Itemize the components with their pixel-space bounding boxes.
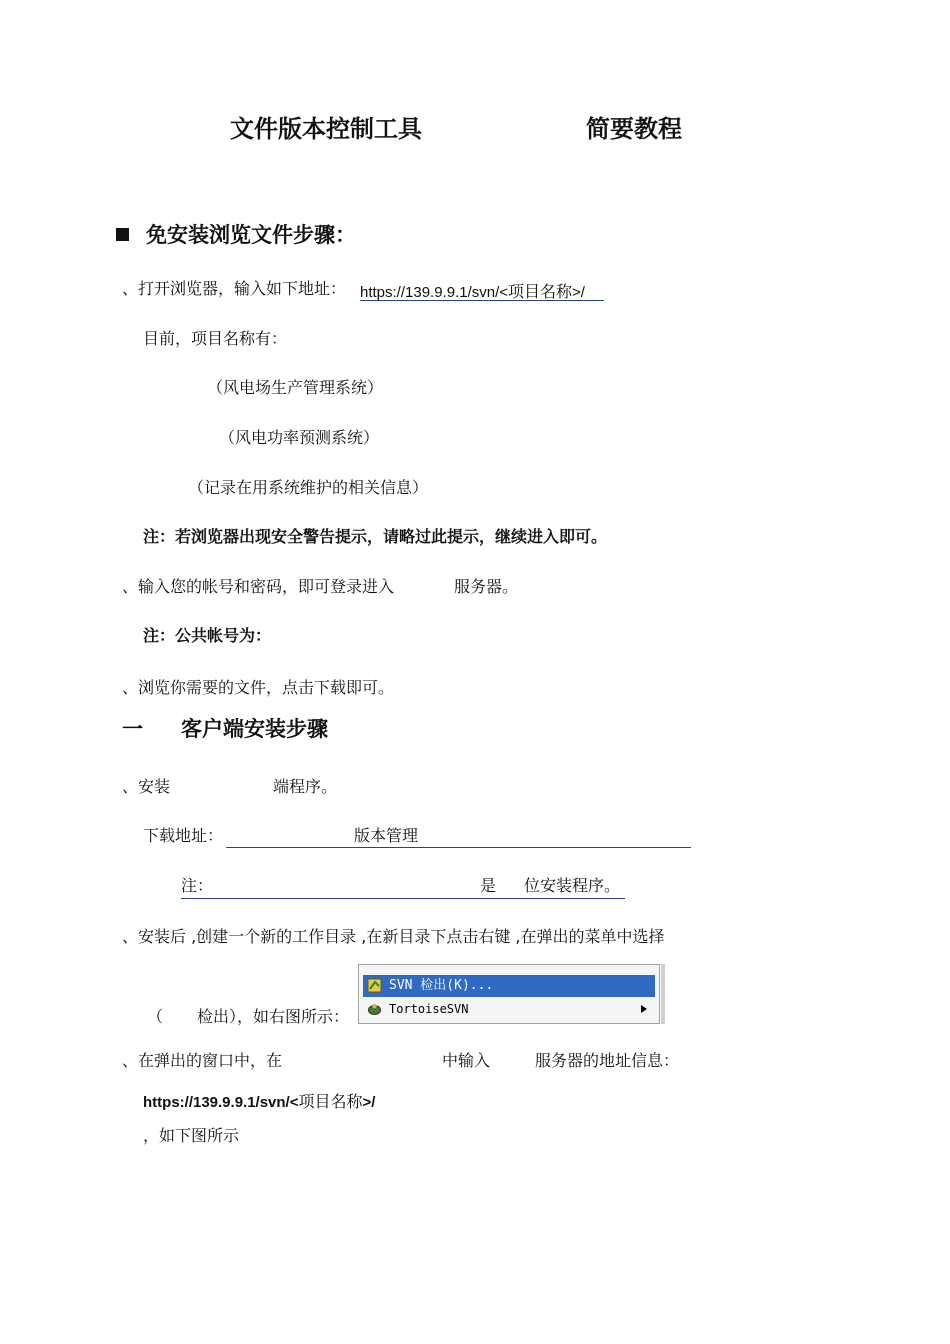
public-account-note: 注：公共帐号为： — [143, 626, 272, 645]
install-note-label: 注： — [181, 876, 214, 895]
section2-step3-b: 中输入 — [442, 1051, 491, 1070]
project-item-1: （风电场生产管理系统） — [207, 378, 384, 397]
section2-step2-paren: （ — [147, 1007, 164, 1026]
context-menu-image — [358, 964, 660, 1024]
section1-step3: 、浏览你需要的文件，点击下载即可。 — [122, 678, 395, 697]
install-note-underline — [181, 898, 625, 899]
projects-intro: 目前，项目名称有： — [143, 329, 288, 348]
section1-step2-a: 、输入您的帐号和密码，即可登录进入 — [122, 577, 395, 596]
square-bullet-icon — [116, 228, 129, 241]
download-link-underline — [226, 847, 691, 848]
url2-part-b: 项目名称 — [298, 1094, 363, 1111]
section2-step2-b: 检出），如右图所示： — [197, 1007, 350, 1026]
svn-checkout-icon — [367, 978, 382, 993]
doc-title-left: 文件版本控制工具 — [230, 115, 422, 143]
url2-part-c: >/ — [362, 1094, 376, 1111]
project-item-2: （风电功率预测系统） — [219, 428, 380, 447]
url-part-a: https://139.9.9.1/svn/< — [360, 284, 509, 301]
section2-step1-a: 、安装 — [122, 777, 171, 796]
section2-step1-b: 端程序。 — [273, 777, 338, 796]
section2-step3-c: 服务器的地址信息： — [535, 1051, 680, 1070]
section1-step1-text: 、打开浏览器，输入如下地址： — [122, 279, 347, 298]
doc-title-right: 简要教程 — [586, 115, 682, 143]
submenu-arrow-icon — [641, 1005, 647, 1013]
install-note-b: 是 — [480, 876, 497, 895]
download-label: 下载地址： — [143, 826, 224, 845]
menu-item-svn-checkout-label: SVN 检出(K)... — [389, 978, 494, 993]
url-part-c: >/ — [572, 284, 585, 301]
section1-url-link[interactable] — [360, 279, 585, 301]
section1-step2-b: 服务器。 — [454, 577, 519, 596]
closing-text: ，如下图所示 — [143, 1126, 240, 1145]
section2-step3-a: 、在弹出的窗口中，在 — [122, 1051, 283, 1070]
url-part-b: 项目名称 — [508, 284, 573, 301]
section2-heading-dash: 一 — [122, 717, 143, 741]
menu-item-tortoisesvn[interactable] — [363, 999, 655, 1019]
install-note-c: 位安装程序。 — [524, 876, 621, 895]
project-item-3: （记录在用系统维护的相关信息） — [188, 478, 429, 497]
menu-item-tortoisesvn-label: TortoiseSVN — [389, 1002, 469, 1016]
server-url — [143, 1089, 375, 1111]
url-underline — [360, 300, 604, 301]
section1-heading: 免安装浏览文件步骤： — [146, 223, 356, 247]
download-link-text[interactable]: 版本管理 — [354, 826, 419, 845]
url2-part-a: https://139.9.9.1/svn/< — [143, 1094, 299, 1111]
menu-item-svn-checkout[interactable] — [363, 975, 655, 997]
security-note: 注：若浏览器出现安全警告提示，请略过此提示，继续进入即可。 — [143, 527, 608, 546]
tortoisesvn-icon — [367, 1002, 382, 1017]
menu-edge — [661, 964, 665, 1024]
section2-heading: 客户端安装步骤 — [181, 717, 328, 741]
section2-step2: 、安装后 ,创建一个新的工作目录 ,在新目录下点击右键 ,在弹出的菜单中选择 — [122, 927, 665, 946]
